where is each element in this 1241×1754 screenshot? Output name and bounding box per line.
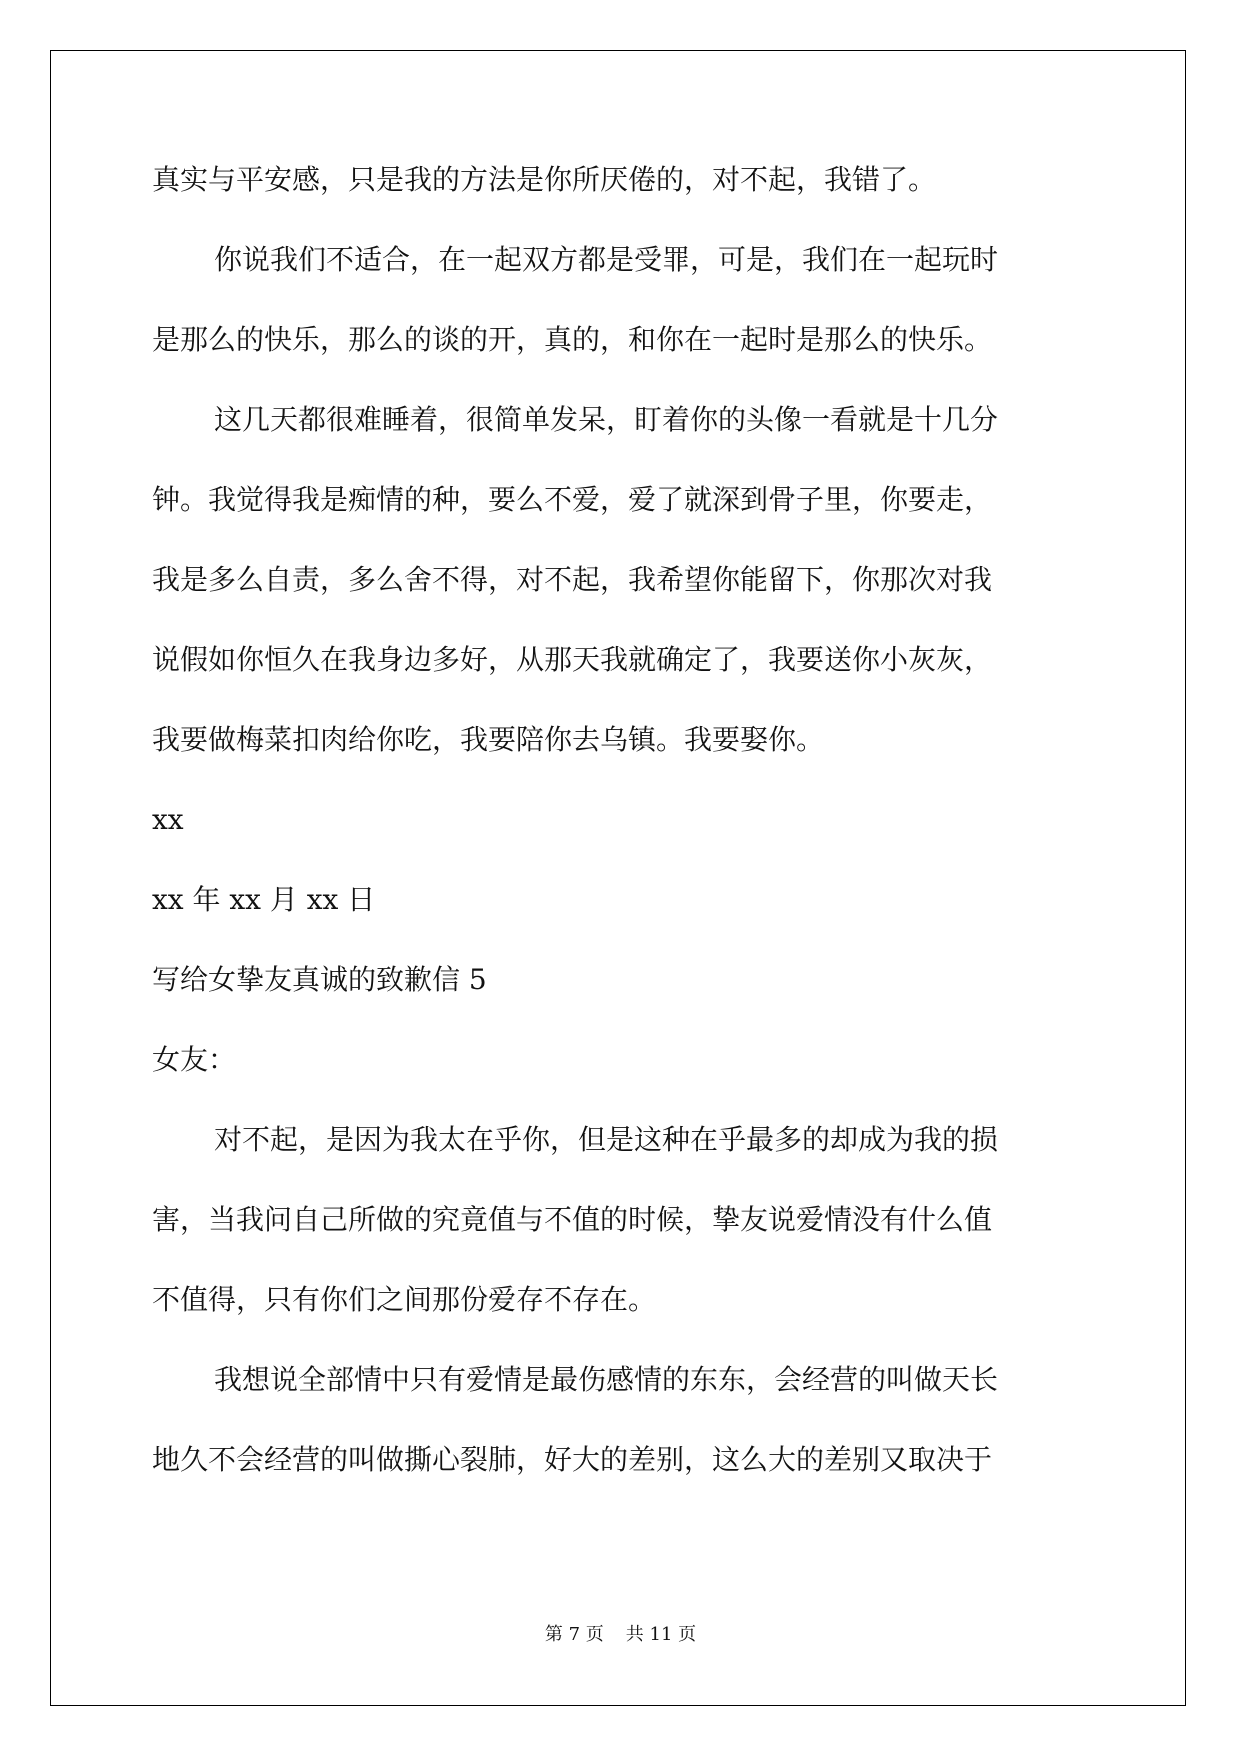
text-line: 你说我们不适合，在一起双方都是受罪，可是，我们在一起玩时 — [214, 243, 999, 276]
text-line: 害，当我问自己所做的究竟值与不值的时候，挚友说爱情没有什么值 — [152, 1203, 993, 1236]
text-line: 不值得，只有你们之间那份爱存不存在。 — [152, 1283, 657, 1316]
text-line: 我是多么自责，多么舍不得，对不起，我希望你能留下，你那次对我 — [152, 563, 993, 596]
text-line: 说假如你恒久在我身边多好，从那天我就确定了，我要送你小灰灰， — [152, 643, 993, 676]
text-line: 我想说全部情中只有爱情是最伤感情的东东，会经营的叫做天长 — [214, 1363, 999, 1396]
page-number: 第 7 页 — [544, 1624, 604, 1645]
page-footer — [0, 1620, 1241, 1646]
text-line: 钟。我觉得我是痴情的种，要么不爱，爱了就深到骨子里，你要走， — [152, 483, 993, 516]
text-line: 我要做梅菜扣肉给你吃，我要陪你去乌镇。我要娶你。 — [152, 723, 825, 756]
text-line: 对不起，是因为我太在乎你，但是这种在乎最多的却成为我的损 — [214, 1123, 999, 1156]
text-line: 女友： — [152, 1043, 237, 1076]
letter-body — [152, 160, 1092, 1520]
text-line: xx 年 xx 月 xx 日 — [152, 883, 376, 916]
text-line: 是那么的快乐，那么的谈的开，真的，和你在一起时是那么的快乐。 — [152, 323, 993, 356]
page-total: 共 11 页 — [625, 1624, 697, 1645]
text-line: 这几天都很难睡着，很简单发呆，盯着你的头像一看就是十几分 — [214, 403, 999, 436]
text-line: xx — [152, 803, 184, 836]
text-line: 地久不会经营的叫做撕心裂肺，好大的差别，这么大的差别又取决于 — [152, 1443, 993, 1476]
text-line: 真实与平安感，只是我的方法是你所厌倦的，对不起，我错了。 — [152, 163, 937, 196]
text-line: 写给女挚友真诚的致歉信 5 — [152, 963, 487, 996]
